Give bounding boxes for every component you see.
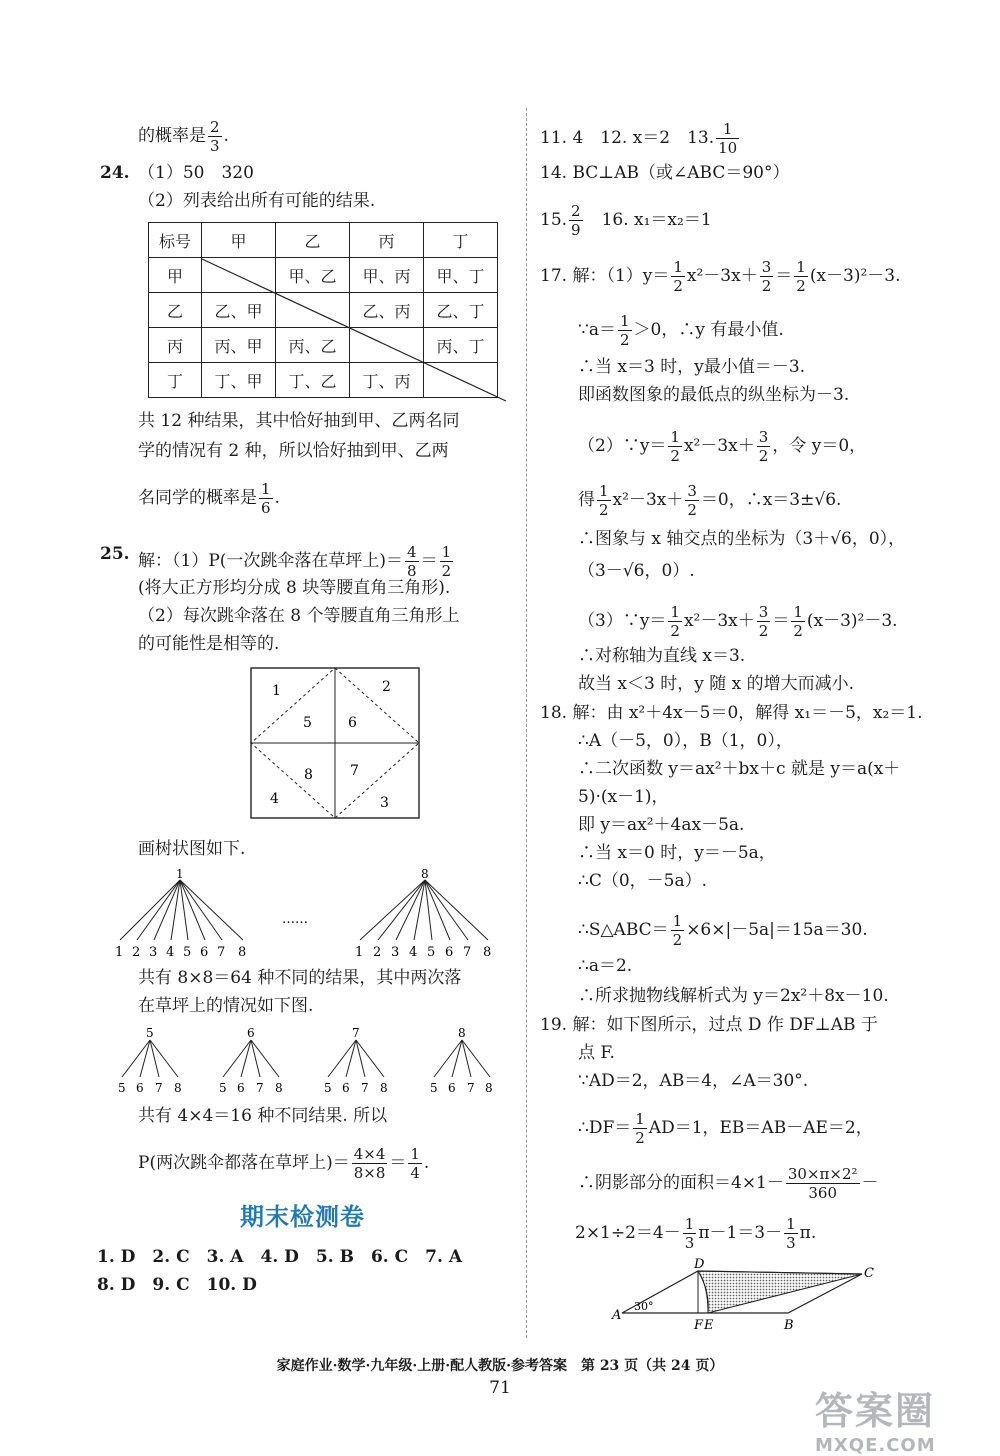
table-cell: 丙、甲 [202,328,276,363]
table-cell: 乙、丙 [350,293,424,328]
q18-line10: ∴所求抛物线解析式为 y＝2x²＋8x－10. [578,986,889,1006]
tree-leaf: 7 [217,945,226,960]
square-label: 8 [304,767,313,783]
tree-leaf: 3 [149,945,158,960]
q17-line6: 得 $\frac{1}{2}$ x²－3x＋ $\frac{3}{2}$ ＝0，∴x＝3±√6. [578,482,842,519]
square-label: 3 [380,795,389,811]
tree-leaf: 7 [467,1081,475,1095]
tree-leaf: 8 [275,1081,283,1095]
tree-diagram [110,868,520,960]
page-number: 71 [489,1378,511,1398]
fig-label: C [864,1266,874,1281]
tree-1 [120,880,243,940]
tree-leaf: 6 [200,945,209,960]
tree-leaf: 8 [238,945,247,960]
tree-leaf: 5 [324,1081,332,1095]
table-cell: 甲 [149,258,202,293]
table-cell: 甲、乙 [276,258,350,293]
q19-line6: 2×1÷2＝4－ $\frac{1}{3}$ π－1＝3－ $\frac{1}{3}$ π. [575,1215,817,1252]
q17-line8: （3－√6，0）. [578,561,695,581]
table-cell: 丙 [149,328,202,363]
table-cell: 丁、丙 [350,363,424,398]
tree-root: 6 [247,1026,255,1040]
answer-row: 8. D 9. C 10. D [97,1275,257,1295]
q25-number: 25. [100,544,130,564]
tree-leaf: 5 [430,1081,438,1095]
fig-label: D [694,1257,705,1272]
table-cell: 乙、丁 [424,293,498,328]
q17-line9: （3）∵y＝ $\frac{1}{2}$ x²－3x＋ $\frac{3}{2}$ ＝ $\frac{1}{2}$ (x－3)²－3. [578,603,898,640]
q18-line8: ∴S△ABC＝ $\frac{1}{2}$ ×6×|－5a|＝15a＝30. [578,912,868,949]
tree-leaf: 7 [463,945,472,960]
tree-root: 1 [176,867,184,881]
square-label: 5 [303,715,312,731]
small-trees [110,1025,493,1097]
table-diagonal [148,222,508,402]
table-cell: 丁 [424,223,498,258]
tree-leaf: 8 [380,1081,388,1095]
square-label: 6 [348,715,357,731]
square-label: 4 [270,791,279,807]
geometry-figure [612,1255,882,1333]
q24-part2: （2）列表给出所有可能的结果. [138,191,376,211]
q18-line7: ∴C（0，－5a）. [578,871,707,891]
q19-line2: 点 F. [578,1043,615,1063]
column-divider [526,108,527,1338]
tree-leaf: 6 [342,1081,350,1095]
q19-line1: 19. 解：如下图所示，过点 D 作 DF⊥AB 于 [540,1015,878,1035]
tree-leaf: 4 [409,945,418,960]
q23-tail: 的概率是 $\frac{2}{3}$ . [138,118,229,155]
q25-text6: 共有 4×4＝16 种不同结果. 所以 [138,1106,388,1126]
q18-line4: 5)·(x－1)， [578,787,669,807]
table-cell: 乙 [149,293,202,328]
answers-11-13: 11. 4 12. x＝2 13. $\frac{1}{10}$ [540,120,738,157]
table-cell: 丁、甲 [202,363,276,398]
table-cell: 丙 [350,223,424,258]
tree-root: 8 [458,1026,466,1040]
footer: 家庭作业·数学·九年级·上册·配人教版·参考答案 第 23 页（共 24 页） [276,1358,724,1374]
square-label: 2 [382,679,391,695]
table-cell: 甲、丙 [350,258,424,293]
q17-line11: 故当 x＜3 时，y 随 x 的增大而减小. [578,674,855,694]
q25-text3: 的可能性是相等的. [138,634,280,654]
tree-leaf: 5 [427,945,436,960]
tree-intro: 画树状图如下. [138,839,246,859]
tree-leaf: 8 [174,1081,182,1095]
q18-line2: ∴A（－5，0），B（1，0）， [578,731,793,751]
tree-leaf: 5 [118,1081,126,1095]
fig-label: F [694,1318,704,1333]
q17-line3: ∴当 x＝3 时，y最小值＝－3. [578,357,806,377]
table-cell: 标号 [149,223,202,258]
square-label: 7 [350,763,359,779]
q24-number: 24. [100,163,130,183]
fig-label: A [612,1308,622,1323]
q18-line5: 即 y＝ax²＋4ax－5a. [578,815,745,835]
tree-leaf: 7 [361,1081,369,1095]
answer-14: 14. BC⊥AB（或∠ABC＝90°） [540,163,790,183]
q19-line5: ∴阴影部分的面积＝4×1－ $\frac{\text{30×π×2²}}{360}$ － [578,1165,879,1202]
fig-label: B [784,1318,794,1333]
watermark: 答案圈 MXQE.COM [815,1389,936,1456]
answer-row: 1. D 2. C 3. A 4. D 5. B 6. C 7. A [97,1247,463,1267]
table-cell: 丙、乙 [276,328,350,363]
q17-line1: 17. 解：（1）y＝ $\frac{1}{2}$ x²－3x＋ $\frac{3}{2}$ ＝ $\frac{1}{2}$ (x－3)²－3. [540,258,901,295]
q18-line6: ∴当 x＝0 时，y＝－5a， [578,843,776,863]
square-figure [250,667,420,819]
tree-leaf: 6 [237,1081,245,1095]
table-cell: 乙、甲 [202,293,276,328]
q17-line10: ∴对称轴为直线 x＝3. [578,646,746,666]
q25-text5: 在草坪上的情况如下图. [138,996,314,1016]
q24-text2: 学的情况有 2 种，所以恰好抽到甲、乙两 [138,441,449,461]
table-cell: 乙 [276,223,350,258]
tree-leaf: 2 [132,945,141,960]
q17-line2: ∵a＝ $\frac{1}{2}$ ＞0，∴y 有最小值. [578,312,784,349]
tree-leaf: 6 [445,945,454,960]
q24-part1: （1）50 320 [138,163,254,183]
q17-line7: ∴图象与 x 轴交点的坐标为（3＋√6，0）， [578,529,906,549]
fig-label: 30° [634,1300,654,1313]
tree-root: 8 [421,867,429,881]
q25-text7: P(两次跳伞都落在草坪上)＝ $\frac{4\times 4}{8\times 8}$ ＝ $\frac{1}{4}$ . [138,1145,430,1182]
tree-leaf: 7 [155,1081,163,1095]
q18-line3: ∴二次函数 y＝ax²＋bx＋c 就是 y＝a(x＋ [578,759,901,779]
tree-leaf: 8 [483,945,492,960]
tree-leaf: 5 [183,945,192,960]
tree-leaf: 2 [373,945,382,960]
tree-leaf: 8 [485,1081,493,1095]
q24-text1: 共 12 种结果，其中恰好抽到甲、乙两名同 [138,411,460,431]
table-cell: 丁 [149,363,202,398]
q25-text2: （2）每次跳伞落在 8 个等腰直角三角形上 [138,606,460,626]
table-cell: 丙、丁 [424,328,498,363]
q24-text3: 名同学的概率是 $\frac{1}{6}$ . [138,480,280,517]
tree-leaf: 5 [219,1081,227,1095]
tree-root: 7 [352,1026,360,1040]
tree-leaf: 6 [448,1081,456,1095]
q19-line4: ∴DF＝ $\frac{1}{2}$ AD＝1，EB＝AB－AE＝2， [578,1110,873,1147]
q18-line1: 18. 解：由 x²＋4x－5＝0，解得 x₁＝－5，x₂＝1. [540,703,923,723]
q25-part1: 解：（1）P(一次跳伞落在草坪上)＝ $\frac{4}{8}$ ＝ $\frac{1}{2}$ [138,543,452,580]
tree-dots: …… [282,912,308,927]
q25-text4: 共有 8×8＝64 种不同的结果，其中两次落 [138,968,462,988]
square-label: 1 [272,683,281,699]
answers-15-16: 15. $\frac{2}{9}$ 16. x₁＝x₂＝1 [540,202,712,239]
q19-line3: ∵AD＝2，AB＝4，∠A＝30°. [578,1071,809,1091]
table-cell: 甲、丁 [424,258,498,293]
q17-line5: （2）∵y＝ $\frac{1}{2}$ x²－3x＋ $\frac{3}{2}$ ，令 y＝0， [578,428,867,465]
tree-leaf: 4 [166,945,175,960]
tree-root: 5 [146,1026,154,1040]
tree-leaf: 6 [136,1081,144,1095]
tree-leaf: 7 [256,1081,264,1095]
q17-line4: 即函数图象的最低点的纵坐标为－3. [578,385,850,405]
q25-text1: (将大正方形均分成 8 块等腰直角三角形). [138,578,451,598]
tree-leaf: 1 [355,945,364,960]
tree-leaf: 1 [115,945,124,960]
q18-line9: ∴a＝2. [578,956,633,976]
fig-label: E [704,1318,714,1333]
table-cell: 甲 [202,223,276,258]
tree-leaf: 3 [391,945,400,960]
section-title: 期末检测卷 [240,1203,365,1231]
table-cell: 丁、乙 [276,363,350,398]
